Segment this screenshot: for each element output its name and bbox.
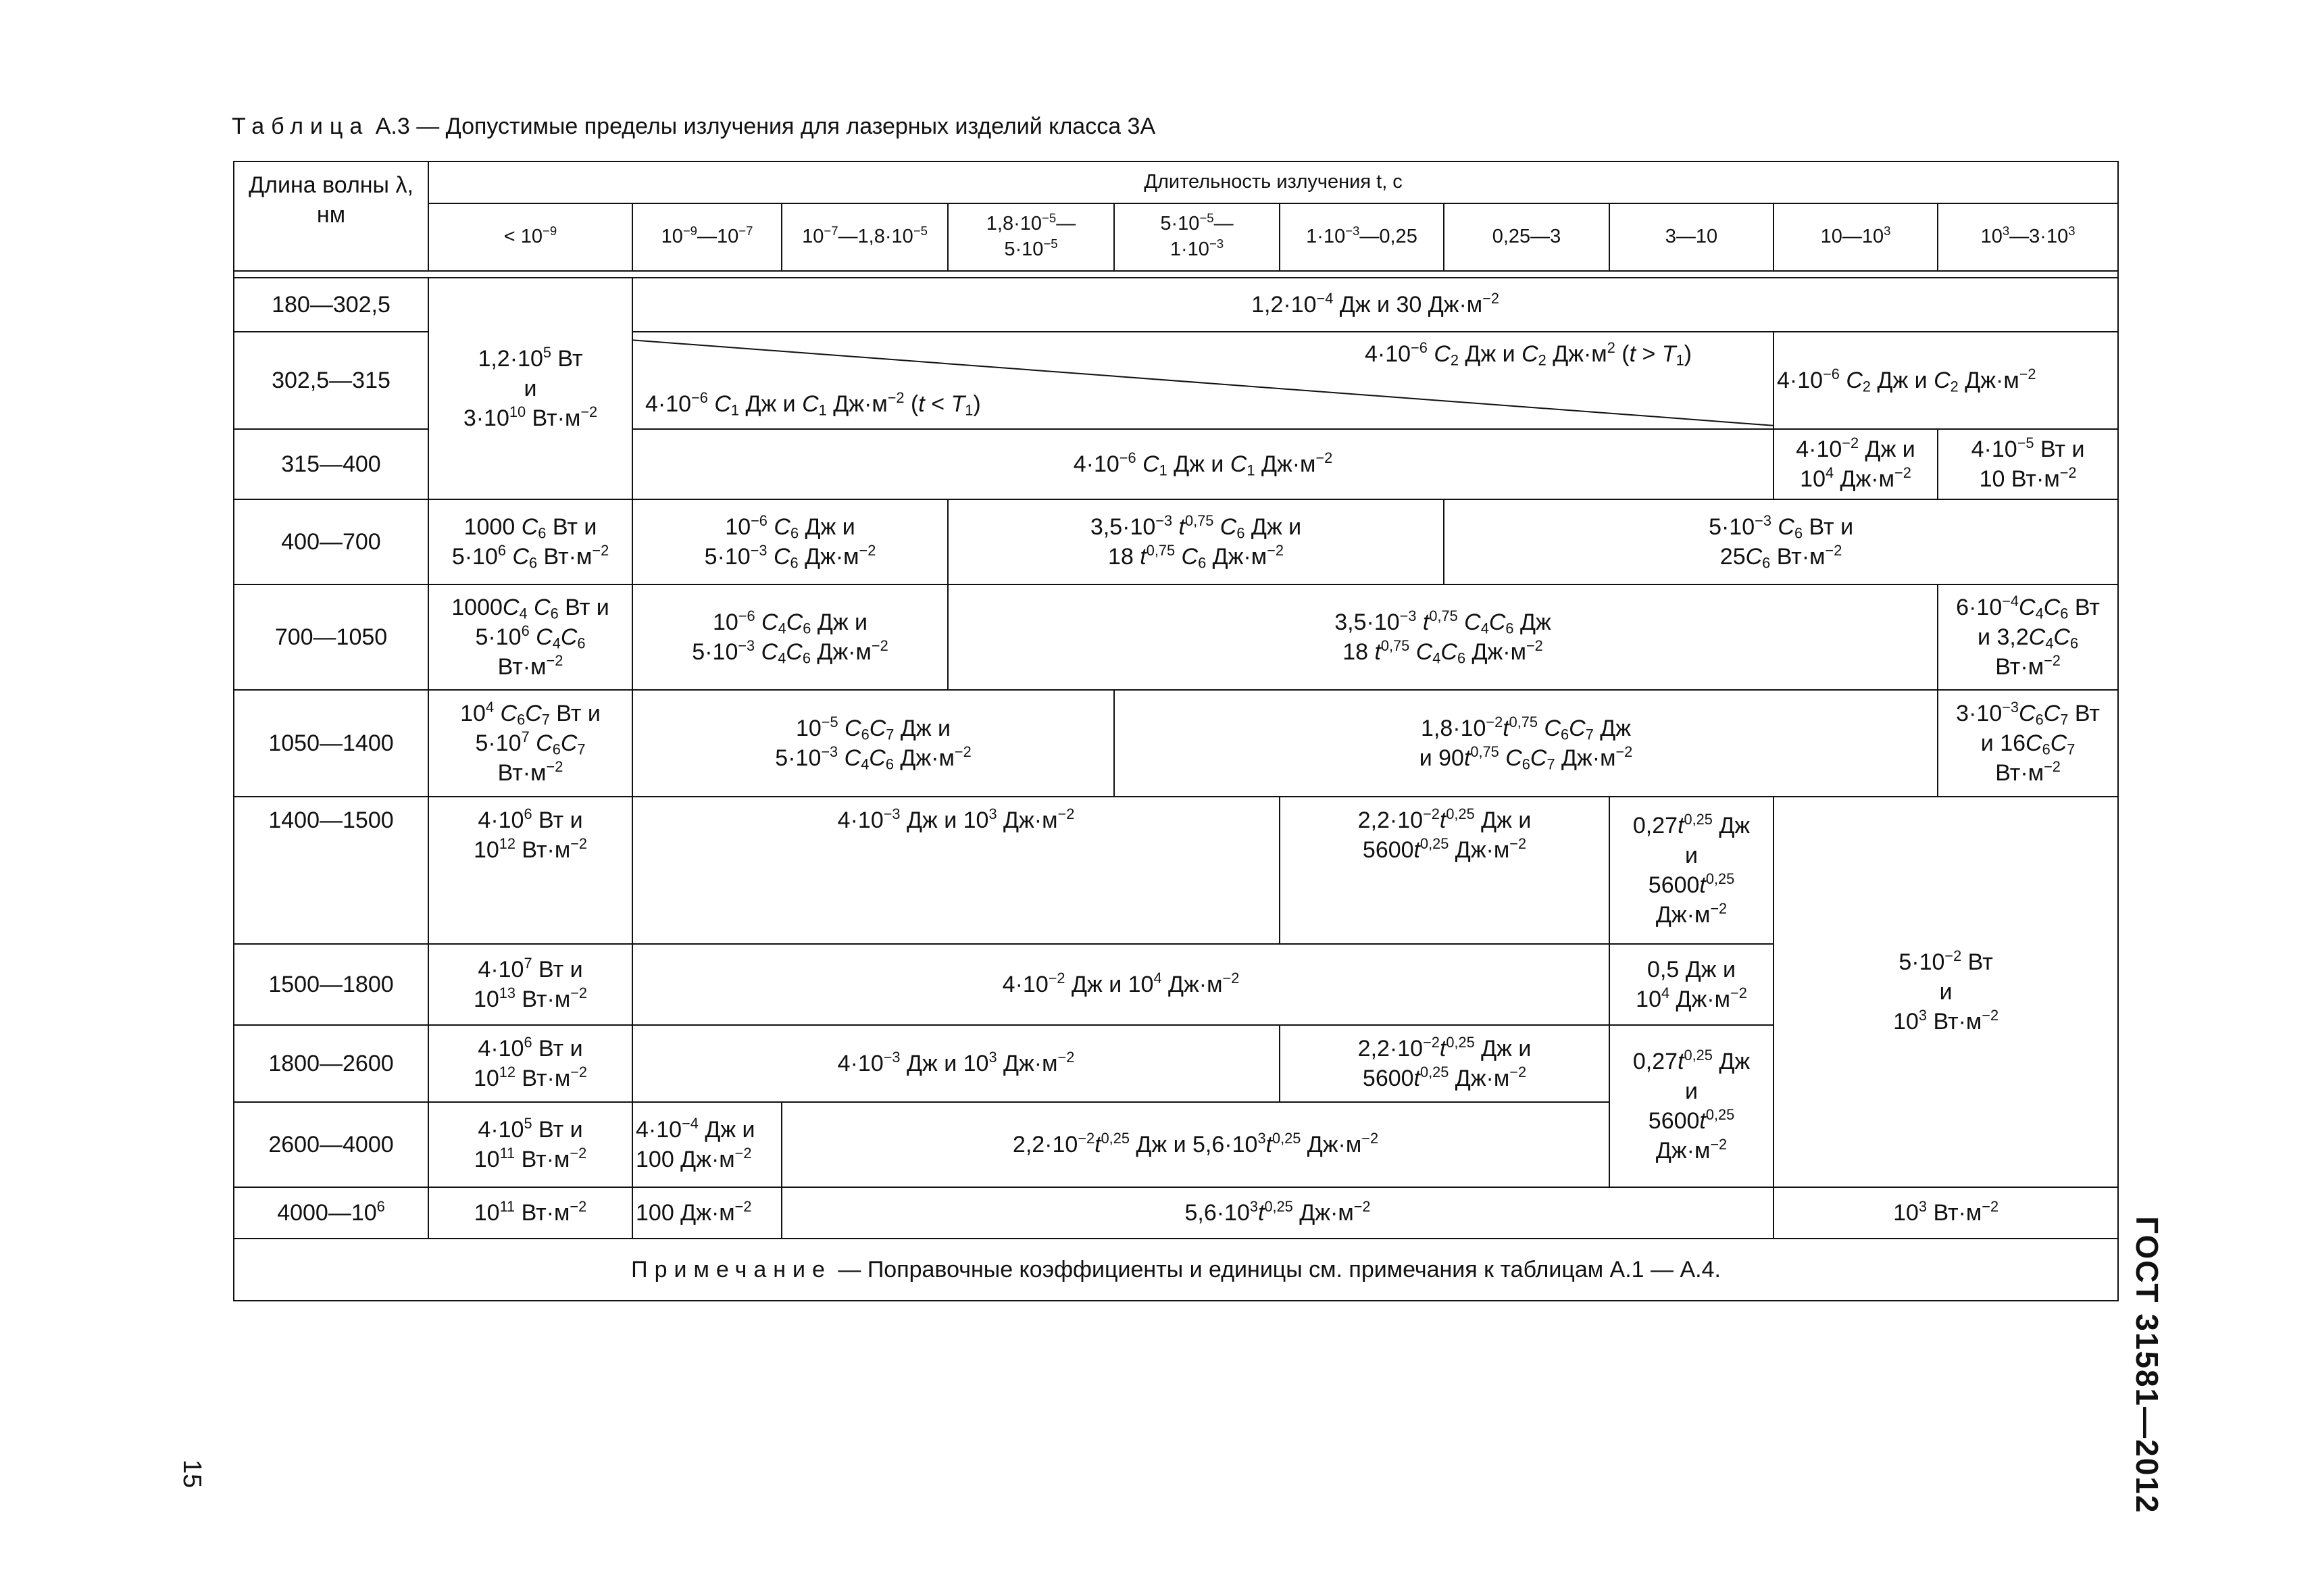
col-header: $10—10^3$ [1774,203,1938,271]
limit-cell: $4\cdot 10^6$ Вт и $10^{12}$ $Вт\cdot м^{-2}$ [428,797,632,944]
limit-cell-diagonal [632,332,1774,429]
limit-cell: $4\cdot 10^7$ Вт и $10^{13}$ $Вт\cdot м^{-2}$ [428,944,632,1025]
col-header: $5\cdot 10^{-5}—$ $1\cdot 10^{-3}$ [1114,203,1280,271]
table-note [234,1239,2118,1301]
radiation-limits-table [233,161,2119,1301]
wavelength-cell: 1800—2600 [234,1025,428,1102]
limit-cell: $3,5\cdot 10^{-3}$ $t^{0,75}$ $C_6$ Дж и 18 $t^{0,75}$ $C_6$ $Дж\cdot м^{-2}$ [948,499,1444,584]
limit-cell: $4\cdot 10^{-6}$ $C_2$ Дж и $C_2$ $Дж\cdot м^{-2}$ [1774,332,2118,429]
wavelength-cell: 315—400 [234,429,428,499]
wavelength-cell: 1050—1400 [234,690,428,797]
wavelength-cell: $4000—10^6$ [234,1187,428,1239]
wavelength-cell: 1400—1500 [234,797,428,944]
page-number: 15 [178,1460,206,1489]
wavelength-cell: 400—700 [234,499,428,584]
limit-cell: $10^{11}$ $Вт\cdot м^{-2}$ [428,1187,632,1239]
limit-cell: $10^{-5}$ $C_6C_7$ Дж и $5\cdot 10^{-3}$ $C_4C_6$ $Дж\cdot м^{-2}$ [632,690,1114,797]
limit-cell: $2,2\cdot 10^{-2}t^{0,25}$ Дж и $5,6\cdot 10^3t^{0,25}$ $Дж\cdot м^{-2}$ [782,1102,1609,1187]
limit-cell: $6\cdot 10^{-4}C_4C_6$ Вт и $3,2C_4C_6$ $Вт\cdot м^{-2}$ [1938,584,2118,690]
limit-cell: $10^{-6}$ $C_6$ Дж и $5\cdot 10^{-3}$ $C_6$ $Дж\cdot м^{-2}$ [632,499,948,584]
limit-cell: $10^4$ $C_6C_7$ Вт и $5\cdot 10^7$ $C_6C_7$ $Вт\cdot м^{-2}$ [428,690,632,797]
limit-cell: $4\cdot 10^{-2}$ Дж и $10^4$ $Дж\cdot м^{-2}$ [1774,429,1938,499]
wavelength-cell: 1500—1800 [234,944,428,1025]
col-header: $10^3—3\cdot 10^3$ [1938,203,2118,271]
limit-cell: $4\cdot 10^{-6}$ $C_1$ Дж и $C_1$ $Дж\cdot м^{-2}$ [632,429,1774,499]
limit-cell: $4\cdot 10^{-3}$ Дж и $10^3$ $Дж\cdot м^{-2}$ [632,797,1280,944]
limit-cell: $4\cdot 10^{-4}$ Дж и 100 $Дж\cdot м^{-2}$ [632,1102,782,1187]
col-header: 0,25—3 [1444,203,1609,271]
col-header: $10^{-9}—10^{-7}$ [632,203,782,271]
col-header: $1,8\cdot 10^{-5}—$ $5\cdot 10^{-5}$ [948,203,1114,271]
limit-cell: $2,2\cdot 10^{-2}t^{0,25}$ Дж и $5600t^{0,25}$ $Дж\cdot м^{-2}$ [1280,797,1609,944]
limit-cell: $1,8\cdot 10^{-2}t^{0,75}$ $C_6C_7$ Дж и $90t^{0,75}$ $C_6C_7$ $Дж\cdot м^{-2}$ [1114,690,1938,797]
col-header: $1\cdot 10^{-3}—0,25$ [1280,203,1444,271]
col-header: $10^{-7}—1,8\cdot 10^{-5}$ [782,203,948,271]
standard-designation: ГОСТ 31581—2012 [2130,1216,2165,1514]
wavelength-cell: 180—302,5 [234,278,428,332]
wavelength-header: Длина волны λ, нм [234,161,428,271]
limit-text-upper: $4\cdot 10^{-6}$ $C_2$ Дж и $C_2$ $Дж\cdot м^2$ $(t > T_1)$ [1364,339,1692,369]
limit-cell: $3\cdot 10^{-3}C_6C_7$ Вт и $16C_6C_7$ $Вт\cdot м^{-2}$ [1938,690,2118,797]
limit-cell: $10^{-6}$ $C_4C_6$ Дж и $5\cdot 10^{-3}$ $C_4C_6$ $Дж\cdot м^{-2}$ [632,584,948,690]
limit-cell: $2,2\cdot 10^{-2}t^{0,25}$ Дж и $5600t^{0,25}$ $Дж\cdot м^{-2}$ [1280,1025,1609,1102]
wavelength-cell: 700—1050 [234,584,428,690]
limit-cell: $10^3$ $Вт\cdot м^{-2}$ [1774,1187,2118,1239]
limit-cell: $4\cdot 10^5$ Вт и $10^{11}$ $Вт\cdot м^{-2}$ [428,1102,632,1187]
limit-cell: $0,27t^{0,25}$ Дж и $5600t^{0,25}$ $Дж\cdot м^{-2}$ [1609,797,1774,944]
note-text: — Поправочные коэффициенты и единицы см. примечания к таблицам А.1 — А.4. [831,1256,1721,1282]
note-label: Примечание [631,1256,832,1282]
limit-cell: $4\cdot 10^{-3}$ Дж и $10^3$ $Дж\cdot м^{-2}$ [632,1025,1280,1102]
duration-header: Длительность излучения t, с [428,161,2118,203]
limit-cell: $1,2\cdot 10^5$ Вт и $3\cdot 10^{10}$ $Вт\cdot м^{-2}$ [428,278,632,499]
limit-cell: 100 $Дж\cdot м^{-2}$ [632,1187,782,1239]
caption-label: Таблица [232,114,370,139]
limit-cell: $4\cdot 10^6$ Вт и $10^{12}$ $Вт\cdot м^{-2}$ [428,1025,632,1102]
limit-cell: $1000C_4$ $C_6$ Вт и $5\cdot 10^6$ $C_4C_6$ $Вт\cdot м^{-2}$ [428,584,632,690]
wavelength-cell: 302,5—315 [234,332,428,429]
limit-cell: 0,5 Дж и $10^4$ $Дж\cdot м^{-2}$ [1609,944,1774,1025]
limit-cell: $4\cdot 10^{-5}$ Вт и 10 $Вт\cdot м^{-2}$ [1938,429,2118,499]
limit-cell: $5,6\cdot 10^3t^{0,25}$ $Дж\cdot м^{-2}$ [782,1187,1774,1239]
caption-text: А.3 — Допустимые пределы излучения для лазерных изделий класса 3А [369,114,1156,139]
col-header: < $10^{-9}$ [428,203,632,271]
limit-cell: $5\cdot 10^{-3}$ $C_6$ Вт и $25C_6$ $Вт\cdot м^{-2}$ [1444,499,2118,584]
table-caption [232,114,1155,140]
limit-cell: $5\cdot 10^{-2}$ Вт и $10^3$ $Вт\cdot м^{-2}$ [1774,797,2118,1187]
wavelength-cell: 2600—4000 [234,1102,428,1187]
limit-text-lower: $4\cdot 10^{-6}$ $C_1$ Дж и $C_1$ $Дж\cdot м^{-2}$ $(t < T_1)$ [645,389,981,419]
limit-cell: $0,27t^{0,25}$ Дж и $5600t^{0,25}$ $Дж\cdot м^{-2}$ [1609,1025,1774,1187]
limit-cell: $4\cdot 10^{-2}$ Дж и $10^4$ $Дж\cdot м^{-2}$ [632,944,1609,1025]
col-header: 3—10 [1609,203,1774,271]
limit-cell: $3,5\cdot 10^{-3}$ $t^{0,75}$ $C_4C_6$ Дж 18 $t^{0,75}$ $C_4C_6$ $Дж\cdot м^{-2}$ [948,584,1938,690]
header-separator [234,271,2118,278]
limit-cell: 1000 $C_6$ Вт и $5\cdot 10^6$ $C_6$ $Вт\cdot м^{-2}$ [428,499,632,584]
limit-cell: $1,2\cdot 10^{-4}$ Дж и 30 $Дж\cdot м^{-2}$ [632,278,2118,332]
